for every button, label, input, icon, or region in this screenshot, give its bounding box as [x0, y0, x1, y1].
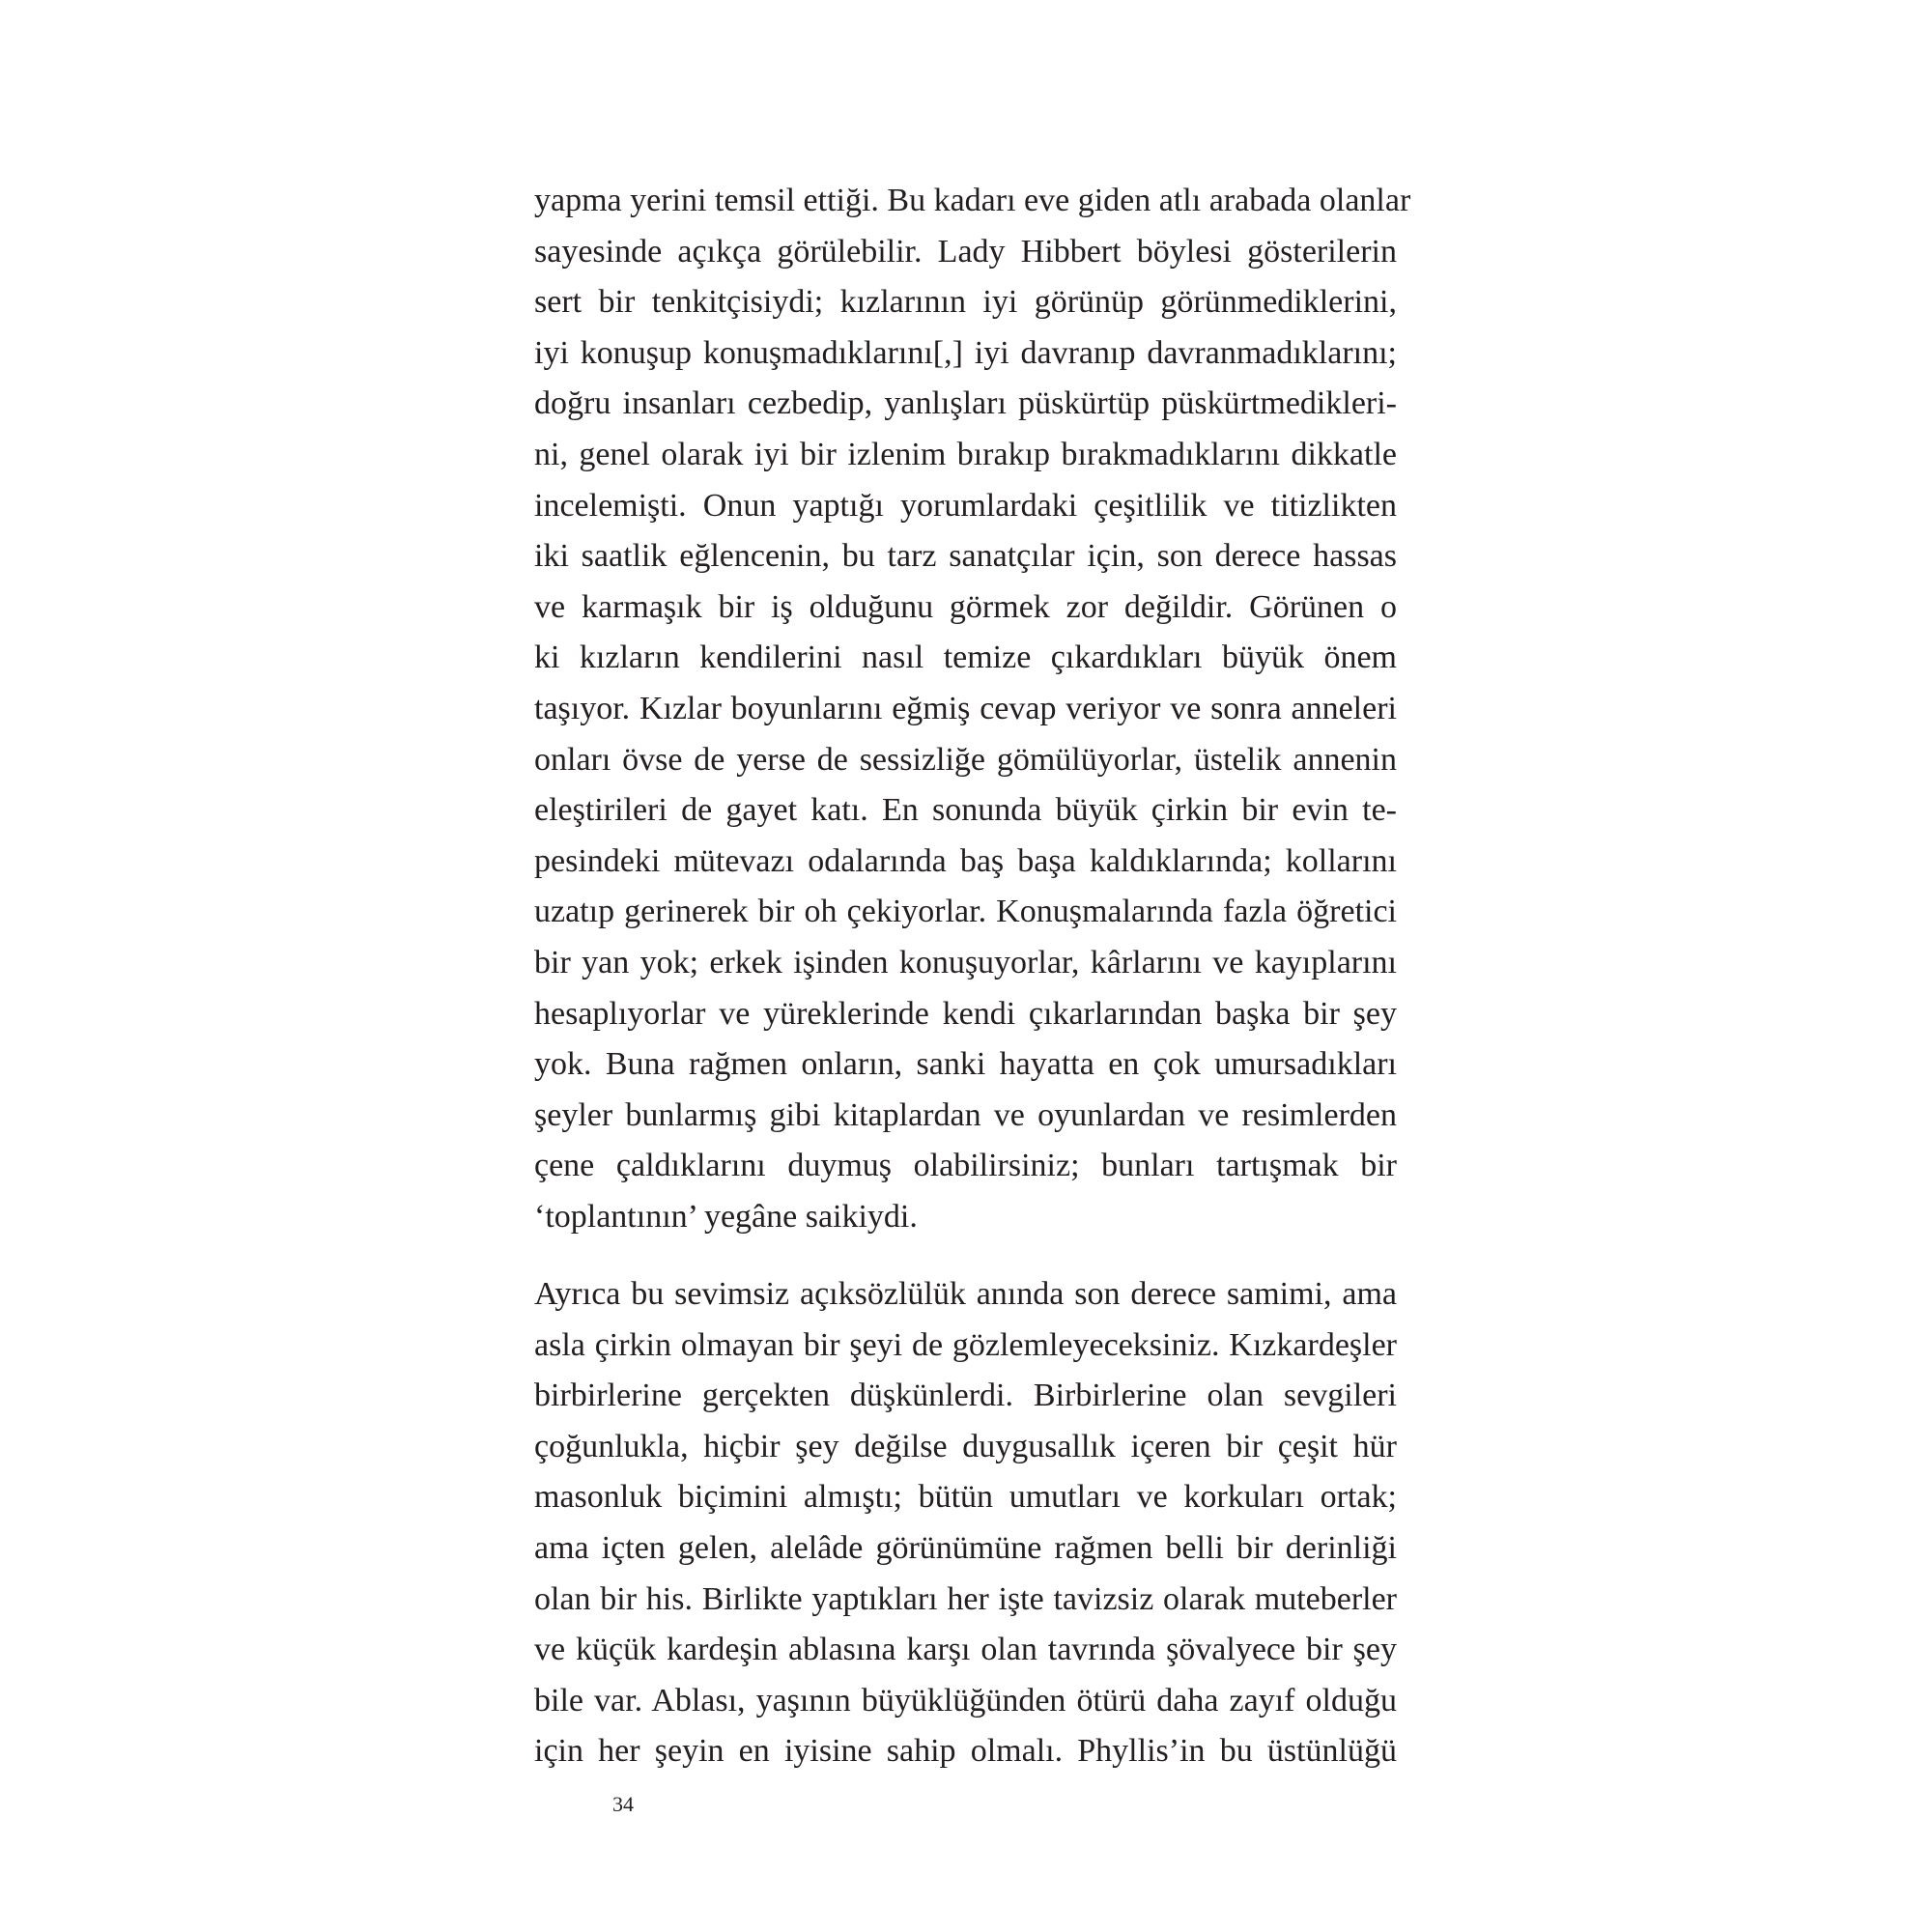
text-line: ama içten gelen, alelâde görünümüne rağmen belli bir derinliği	[534, 1529, 1397, 1566]
text-line: yapma yerini temsil ettiği. Bu kadarı eve giden atlı arabada olanlar	[534, 183, 1411, 218]
text-line: ‘toplantının’ yegâne saikiydi.	[534, 1198, 918, 1235]
text-line: uzatıp gerinerek bir oh çekiyorlar. Konuşmalarında fazla öğretici	[534, 894, 1397, 930]
text-line: iyi konuşup konuşmadıklarını[,] iyi davranıp davranmadıklarını;	[534, 334, 1397, 371]
text-line: birbirlerine gerçekten düşkünlerdi. Birbirlerine olan sevgileri	[534, 1378, 1397, 1414]
text-line: taşıyor. Kızlar boyunlarını eğmiş cevap veriyor ve sonra anneleri	[534, 690, 1397, 726]
text-line: sert bir tenkitçisiydi; kızlarının iyi görünüp görünmediklerini,	[534, 284, 1397, 321]
text-line: şeyler bunlarmış gibi kitaplardan ve oyunlardan ve resimlerden	[534, 1096, 1397, 1133]
text-line: iki saatlik eğlencenin, bu tarz sanatçılar için, son derece hassas	[534, 538, 1397, 575]
text-line: ve küçük kardeşin ablasına karşı olan tavrında şövalyece bir şey	[534, 1632, 1397, 1668]
page-number: 34	[612, 1792, 634, 1816]
text-line: Ayrıca bu sevimsiz açıksözlülük anında son derece samimi, ama	[534, 1276, 1397, 1312]
text-line: asla çirkin olmayan bir şeyi de gözlemleyeceksiniz. Kızkardeşler	[534, 1326, 1397, 1363]
text-line: eleştirileri de gayet katı. En sonunda büyük çirkin bir evin te-	[534, 792, 1397, 829]
text-line: bir yan yok; erkek işinden konuşuyorlar, kârlarını ve kayıplarını	[534, 944, 1397, 980]
text-line: ni, genel olarak iyi bir izlenim bırakıp bırakmadıklarını dikkatle	[534, 436, 1397, 472]
text-line: ve karmaşık bir iş olduğunu görmek zor değildir. Görünen o	[534, 588, 1397, 625]
text-line: olan bir his. Birlikte yaptıkları her işte tavizsiz olarak muteberler	[534, 1580, 1397, 1617]
paragraph-1	[534, 176, 1411, 1242]
text-line: çene çaldıklarını duymuş olabilirsiniz; bunları tartışmak bir	[534, 1148, 1397, 1184]
text-line: incelemişti. Onun yaptığı yorumlardaki çeşitlilik ve titizlikten	[534, 487, 1397, 524]
text-line: pesindeki mütevazı odalarında baş başa kaldıklarında; kollarını	[534, 842, 1397, 879]
text-line: onları övse de yerse de sessizliğe gömülüyorlar, üstelik annenin	[534, 741, 1397, 778]
text-line: ki kızların kendilerini nasıl temize çıkardıkları büyük önem	[534, 639, 1397, 676]
text-line: doğru insanları cezbedip, yanlışları püskürtüp püskürtmedikleri-	[534, 385, 1397, 422]
text-line: bile var. Ablası, yaşının büyüklüğünden ötürü daha zayıf olduğu	[534, 1682, 1397, 1719]
text-line: yok. Buna rağmen onların, sanki hayatta en çok umursadıkları	[534, 1046, 1397, 1083]
text-line: için her şeyin en iyisine sahip olmalı. Phyllis’in bu üstünlüğü	[534, 1733, 1397, 1770]
paragraph-2	[534, 1269, 1397, 1777]
text-line: çoğunlukla, hiçbir şey değilse duygusallık içeren bir çeşit hür	[534, 1428, 1397, 1464]
text-line: masonluk biçimini almıştı; bütün umutları ve korkuları ortak;	[534, 1479, 1397, 1516]
text-line: hesaplıyorlar ve yüreklerinde kendi çıkarlarından başka bir şey	[534, 995, 1397, 1032]
text-line: sayesinde açıkça görülebilir. Lady Hibbert böylesi gösterilerin	[534, 233, 1397, 270]
